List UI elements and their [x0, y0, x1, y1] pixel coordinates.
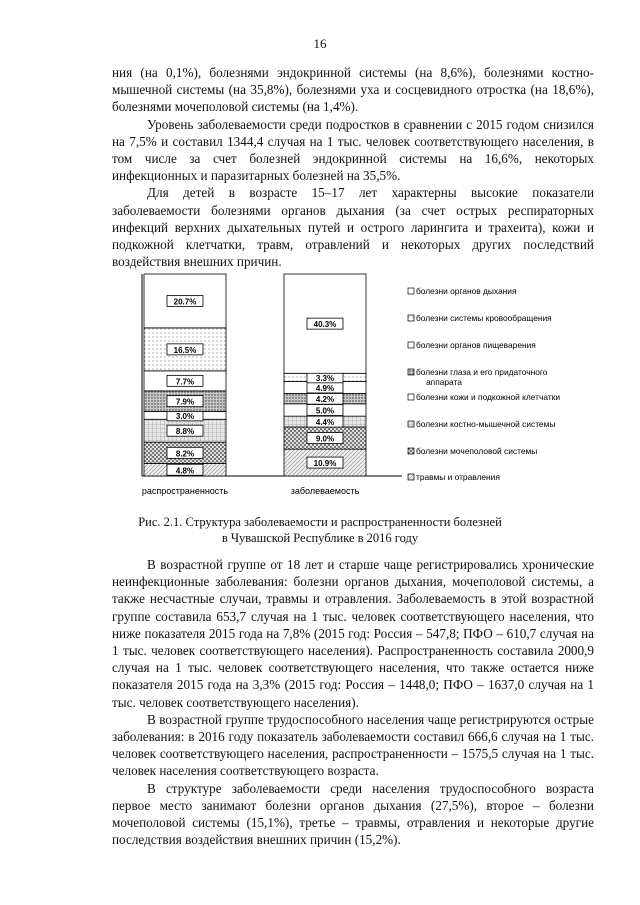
caption-line: Рис. 2.1. Структура заболеваемости и распространенности болезней	[138, 515, 502, 529]
category-label: заболеваемость	[290, 486, 360, 496]
chart-svg	[112, 268, 594, 508]
paragraph: Для детей в возрасте 15–17 лет характерны высокие показатели заболеваемости болезнями органов дыхания (за счет острых респираторных инфекций верхних дыхательных путей и острого ларингита и трахеита), кожи и подкожной клетчатки, травм, отравлений и некоторых других последствий воздействия внешних причин.	[112, 185, 594, 270]
top-text-block	[112, 64, 594, 270]
data-label: 40.3%	[313, 320, 337, 330]
data-label: 3.3%	[315, 373, 335, 383]
data-label: 3.0%	[175, 411, 195, 421]
bottom-text-block	[112, 556, 594, 848]
data-label: 4.2%	[315, 395, 335, 405]
legend-swatch	[408, 315, 414, 321]
legend-label: болезни органов дыхания	[416, 286, 517, 296]
category-label: распространенность	[141, 486, 229, 496]
paragraph: Уровень заболеваемости среди подростков в сравнении с 2015 годом снизился на 7,5% и составил 1344,4 случая на 1 тыс. человек соответствующего населения, в том числе за счет болезней эндокринной системы на 16,6%, некоторых инфекционных и паразитарных болезней на 35,5%.	[112, 116, 594, 184]
legend-label: травмы и отравления	[416, 472, 500, 482]
legend-swatch	[408, 448, 414, 454]
caption-line: в Чувашской Республике в 2016 году	[221, 531, 419, 545]
legend-label: болезни костно-мышечной системы	[416, 419, 556, 429]
data-label: 8.2%	[175, 449, 195, 459]
legend-label: болезни глаза и его придаточного аппарата	[416, 367, 548, 387]
legend-label: болезни мочеполовой системы	[416, 446, 538, 456]
legend-swatch	[408, 474, 414, 480]
paragraph: В структуре заболеваемости среди населения трудоспособного возраста первое место занимают болезни органов дыхания (27,5%), второе – болезни мочеполовой системы (15,1%), третье – травмы, отравления и некоторые другие последствия воздействия внешних причин (15,2%).	[112, 780, 594, 848]
data-label: 7.7%	[175, 377, 195, 387]
legend-swatch	[408, 369, 414, 375]
legend-swatch	[408, 394, 414, 400]
data-label: 4.9%	[315, 383, 335, 393]
data-label: 5.0%	[315, 406, 335, 416]
data-label: 4.8%	[175, 466, 195, 476]
paragraph: В возрастной группе от 18 лет и старше чаще регистрировались хронические неинфекционные заболевания: болезни органов дыхания, мочеполовой системы, а также несчастные случаи, травмы и отравления. Заболеваемость в этой возрастной группе составила 653,7 случая на 1 тыс. человек соответствующего населения, что ниже показателя 2015 года на 7,8% (2015 год: Россия – 547,8; ПФО – 610,7 случая на 1 тыс. человек соответствующего населения). Распространенность составила 2000,9 случая на 1 тыс. человек соответствующего населения, что также остается ниже показателя 2015 года на 3,3% (2015 год: Россия – 1448,0; ПФО – 1637,0 случая на 1 тыс. человек соответствующего населения).	[112, 557, 594, 710]
figure-caption	[0, 514, 640, 546]
legend-label: болезни органов пищеварения	[416, 340, 536, 350]
data-label: 10.9%	[313, 459, 337, 469]
data-label: 9.0%	[315, 434, 335, 444]
structure-chart	[112, 268, 594, 508]
legend-label: болезни кожи и подкожной клетчатки	[416, 392, 561, 402]
legend-swatch	[408, 421, 414, 427]
data-label: 8.8%	[175, 427, 195, 437]
legend-swatch	[408, 288, 414, 294]
data-label: 7.9%	[175, 397, 195, 407]
data-label: 16.5%	[173, 345, 197, 355]
legend-swatch	[408, 342, 414, 348]
paragraph: ния (на 0,1%), болезнями эндокринной системы (на 8,6%), болезнями костно-мышечной системы (на 35,8%), болезнями уха и сосцевидного отростка (на 18,6%), болезнями мочеполовой системы (на 1,4%).	[112, 65, 594, 115]
legend-label: болезни системы кровообращения	[416, 313, 552, 323]
paragraph: В возрастной группе трудоспособного населения чаще регистрируются острые заболевания: в 2016 году показатель заболеваемости составил 666,6 случая на 1 тыс. человек соответствующего населения, распространенности – 1575,5 случая на 1 тыс. человек населения соответствующего возраста.	[112, 711, 594, 779]
data-label: 20.7%	[173, 297, 197, 307]
page-number: 16	[313, 36, 327, 51]
data-label: 4.4%	[315, 418, 335, 428]
